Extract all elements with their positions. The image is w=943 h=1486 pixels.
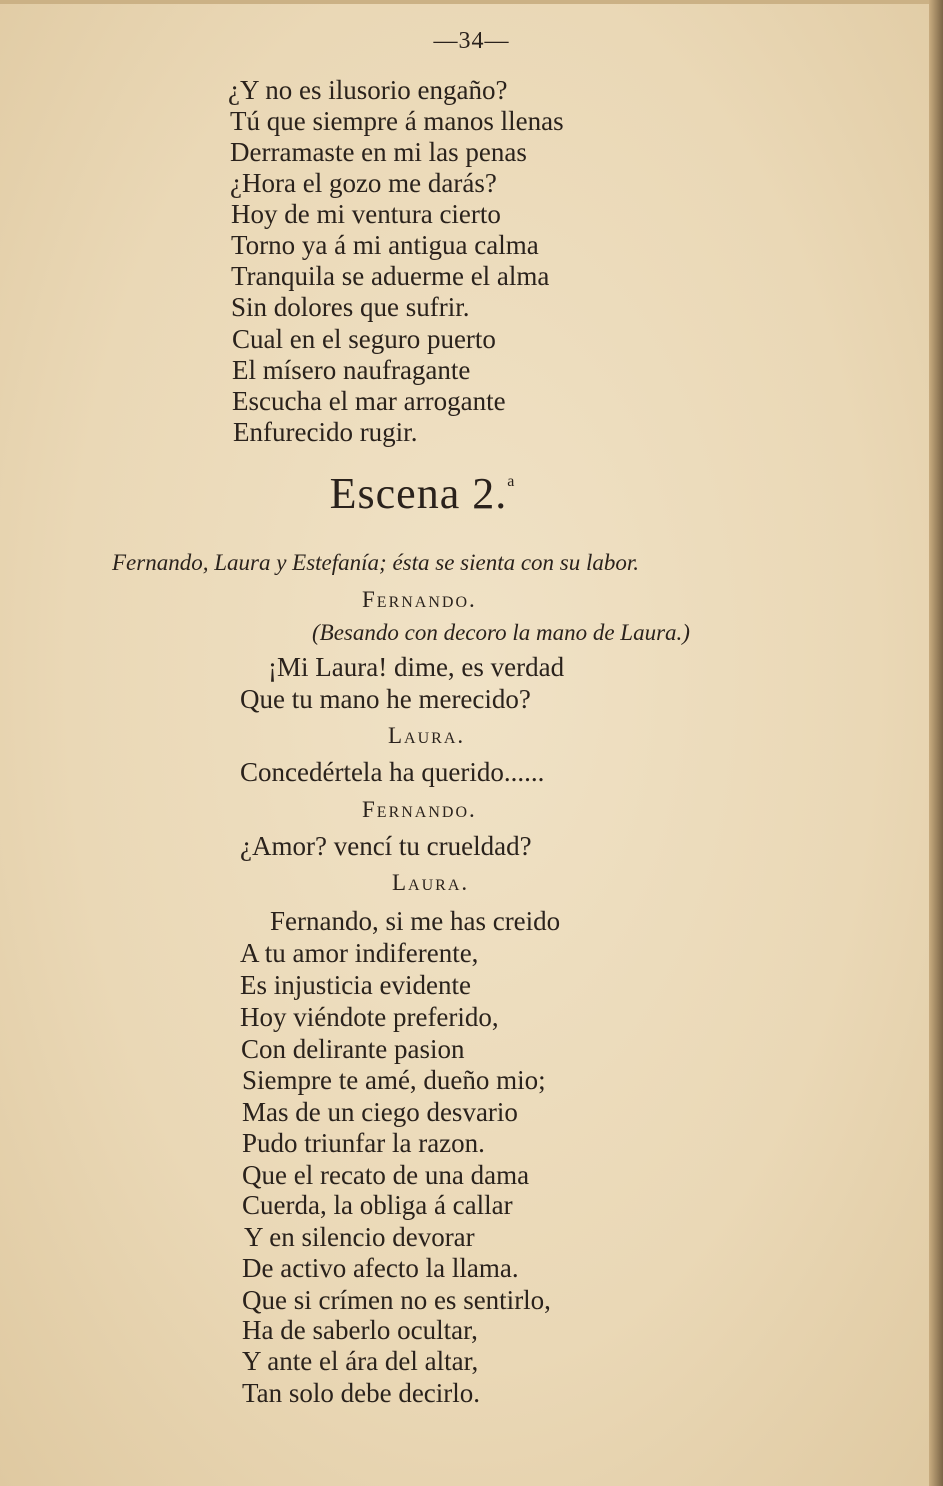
verse-line: Fernando, si me has creido bbox=[270, 906, 561, 936]
scene-title: Escena 2. bbox=[329, 469, 508, 518]
speaker-name: Fernando. bbox=[362, 797, 477, 822]
verse-line: Hoy viéndote preferido, bbox=[240, 1002, 499, 1032]
scene-title-ordinal: a bbox=[507, 473, 516, 490]
page-number: —34— bbox=[433, 28, 510, 54]
verse-line: Pudo triunfar la razon. bbox=[242, 1128, 485, 1158]
speaker-name: Laura. bbox=[388, 723, 466, 748]
verse-line: De activo afecto la llama. bbox=[242, 1253, 519, 1283]
verse-line: Siempre te amé, dueño mio; bbox=[242, 1065, 546, 1095]
verse-line: Torno ya á mi antigua calma bbox=[231, 230, 539, 260]
verse-line: Enfurecido rugir. bbox=[233, 417, 418, 447]
verse-line: ¿Hora el gozo me darás? bbox=[230, 168, 497, 198]
verse-line: Tranquila se aduerme el alma bbox=[231, 261, 550, 291]
verse-line: Tan solo debe decirlo. bbox=[242, 1378, 481, 1408]
verse-line: A tu amor indiferente, bbox=[240, 938, 479, 968]
verse-line: Sin dolores que sufrir. bbox=[231, 292, 470, 322]
speaker-name: Laura. bbox=[392, 870, 470, 895]
verse-line: Es injusticia evidente bbox=[240, 970, 471, 1000]
verse-line: Cuerda, la obliga á callar bbox=[242, 1190, 513, 1220]
verse-line: Hoy de mi ventura cierto bbox=[231, 199, 501, 229]
verse-line: Derramaste en mi las penas bbox=[230, 137, 527, 167]
speaker-name: Fernando. bbox=[362, 587, 477, 612]
verse-line: Que el recato de una dama bbox=[242, 1160, 530, 1190]
scene-heading bbox=[0, 468, 845, 519]
stage-direction: (Besando con decoro la mano de Laura.) bbox=[312, 620, 690, 645]
verse-line: Cual en el seguro puerto bbox=[232, 324, 496, 354]
page-right-edge bbox=[929, 0, 943, 1486]
verse-line: Escucha el mar arrogante bbox=[232, 386, 506, 416]
scene-stage-direction: Fernando, Laura y Estefanía; ésta se sienta con su labor. bbox=[112, 550, 640, 575]
verse-line: El mísero naufragante bbox=[232, 355, 471, 385]
verse-line: Y en silencio devorar bbox=[244, 1222, 475, 1252]
verse-line: Tú que siempre á manos llenas bbox=[230, 106, 564, 136]
verse-line: Ha de saberlo ocultar, bbox=[242, 1315, 478, 1345]
dialogue-line: Concedértela ha querido...... bbox=[240, 757, 545, 787]
dialogue-line: ¿Amor? vencí tu crueldad? bbox=[240, 831, 532, 861]
page-top-edge bbox=[0, 0, 943, 4]
verse-line: Y ante el ára del altar, bbox=[242, 1346, 479, 1376]
verse-line: Con delirante pasion bbox=[241, 1034, 465, 1064]
dialogue-line: ¡Mi Laura! dime, es verdad bbox=[268, 652, 565, 682]
verse-line: ¿Y no es ilusorio engaño? bbox=[228, 75, 508, 105]
dialogue-line: Que tu mano he merecido? bbox=[240, 684, 531, 714]
verse-line: Mas de un ciego desvario bbox=[242, 1097, 518, 1127]
verse-line: Que si crímen no es sentirlo, bbox=[242, 1285, 551, 1315]
